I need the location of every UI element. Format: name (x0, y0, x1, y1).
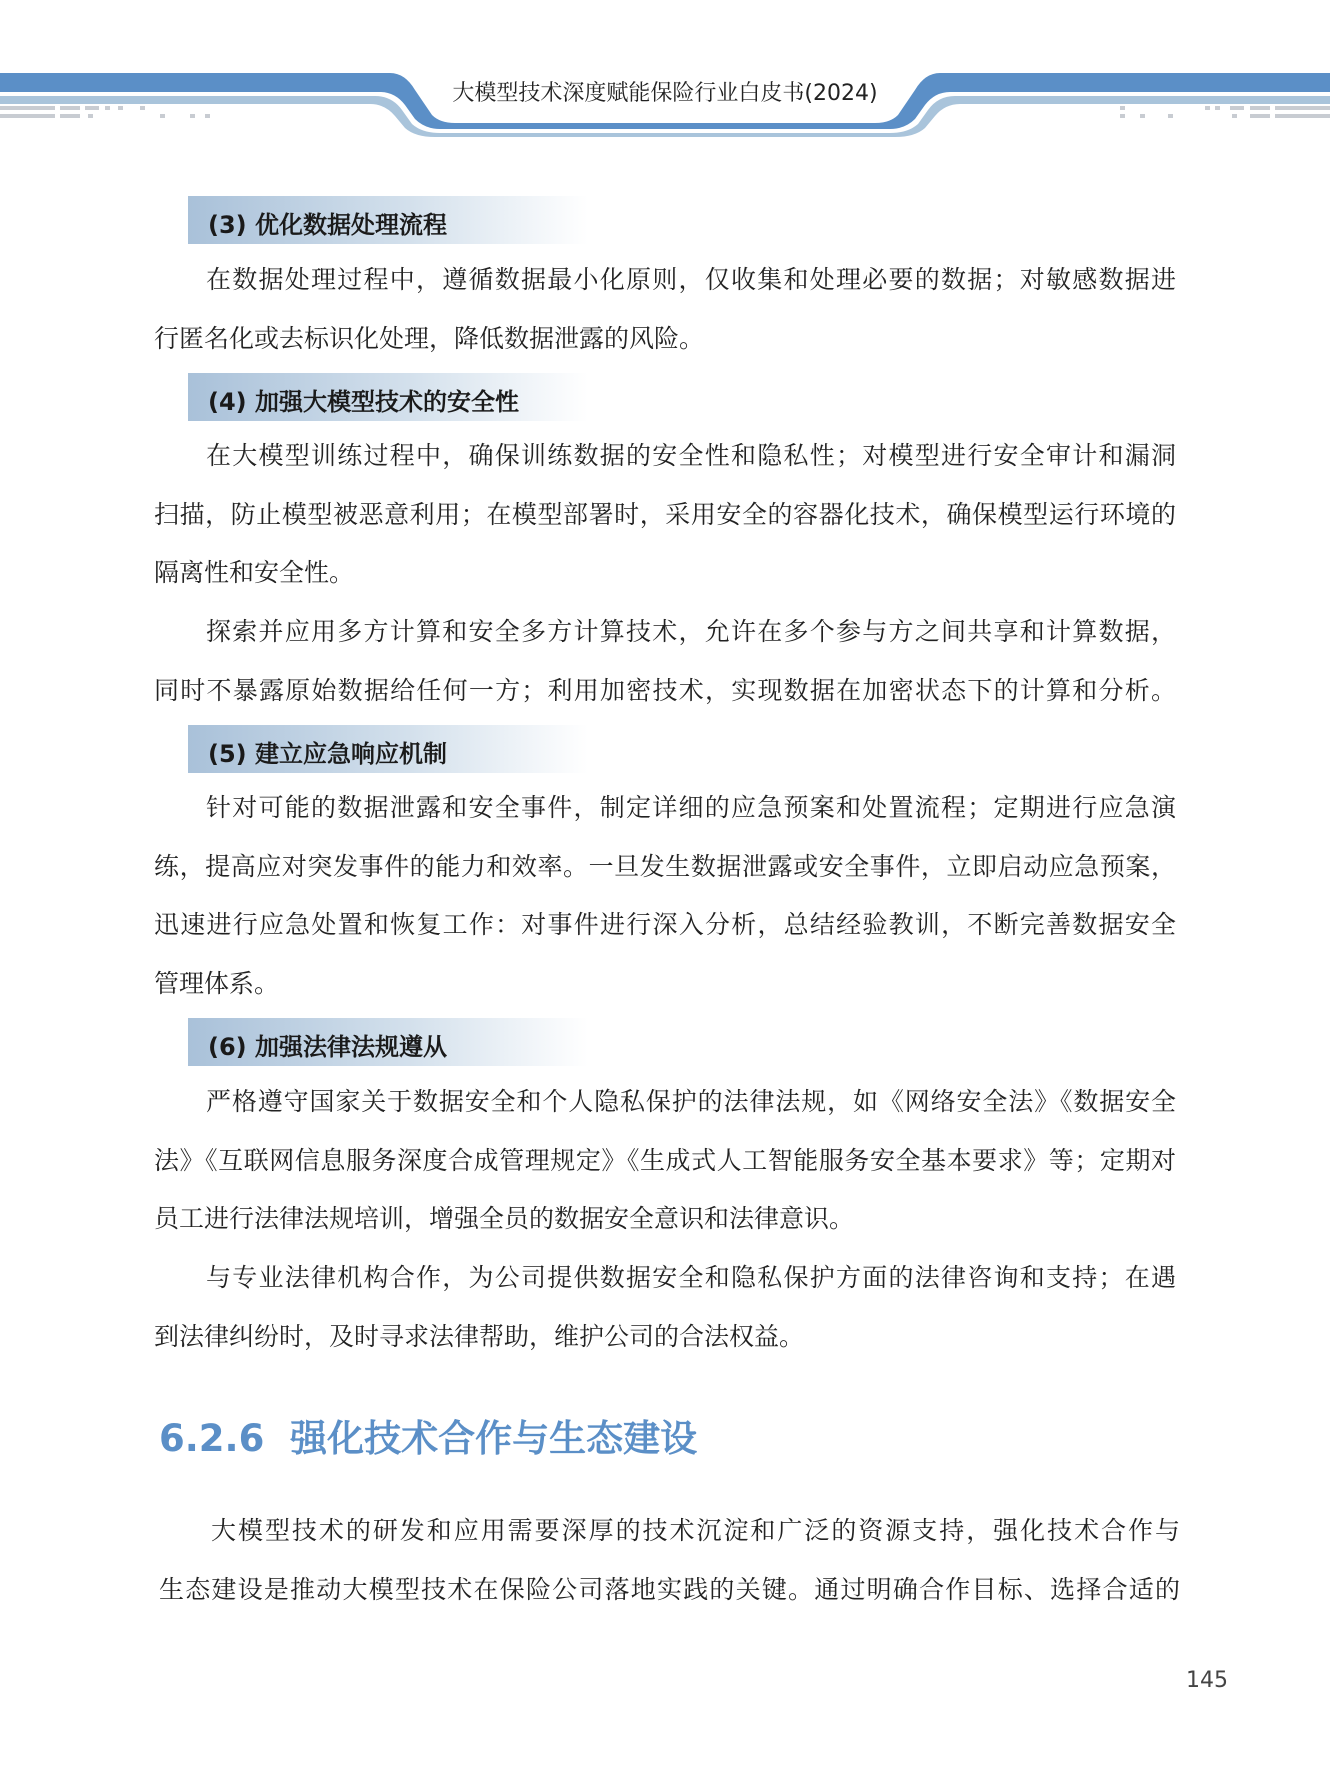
paragraph (154, 1249, 1176, 1366)
subheading-text: (6) 加强法律法规遵从 (208, 1033, 447, 1061)
text-line: 大模型技术的研发和应用需要深厚的技术沉淀和广泛的资源支持，强化技术合作与 (211, 1516, 1180, 1545)
paragraph (154, 603, 1176, 720)
subheading-6 (188, 1018, 588, 1066)
intro-paragraph (159, 1502, 1180, 1619)
text-line: 生态建设是推动大模型技术在保险公司落地实践的关键。通过明确合作目标、选择合适的 (159, 1574, 1180, 1604)
text-line: 在数据处理过程中，遵循数据最小化原则，仅收集和处理必要的数据；对敏感数据进 (206, 265, 1176, 294)
text-line: 员工进行法律法规培训，增强全员的数据安全意识和法律意识。 (154, 1204, 855, 1234)
text-line: 严格遵守国家关于数据安全和个人隐私保护的法律法规，如《网络安全法》《数据安全 (206, 1087, 1176, 1116)
text-line: 与专业法律机构合作，为公司提供数据安全和隐私保护方面的法律咨询和支持；在遇 (206, 1263, 1176, 1292)
text-line: 到法律纠纷时，及时寻求法律帮助，维护公司的合法权益。 (154, 1321, 805, 1351)
text-line: 扫描，防止模型被恶意利用；在模型部署时，采用安全的容器化技术，确保模型运行环境的 (154, 499, 1176, 529)
paragraph (154, 427, 1176, 603)
paragraph (154, 1073, 1176, 1249)
text-line: 同时不暴露原始数据给任何一方；利用加密技术，实现数据在加密状态下的计算和分析。 (154, 675, 1176, 705)
text-line: 行匿名化或去标识化处理，降低数据泄露的风险。 (154, 323, 705, 353)
page-number: 145 (1186, 1668, 1228, 1693)
subheading-text: (5) 建立应急响应机制 (208, 740, 447, 768)
text-line: 探索并应用多方计算和安全多方计算技术，允许在多个参与方之间共享和计算数据， (206, 617, 1176, 646)
subheading-text: (4) 加强大模型技术的安全性 (208, 388, 519, 416)
subheading-4 (188, 373, 588, 421)
subheading-text: (3) 优化数据处理流程 (208, 211, 447, 239)
subheading-3 (188, 196, 588, 244)
text-line: 练，提高应对突发事件的能力和效率。一旦发生数据泄露或安全事件，立即启动应急预案， (154, 851, 1176, 881)
text-line: 迅速进行应急处置和恢复工作：对事件进行深入分析，总结经验教训，不断完善数据安全 (154, 910, 1176, 940)
section-title: 6.2.6 强化技术合作与生态建设 (159, 1417, 698, 1460)
running-header-title: 大模型技术深度赋能保险行业白皮书(2024) (452, 81, 878, 106)
text-line: 在大模型训练过程中，确保训练数据的安全性和隐私性；对模型进行安全审计和漏洞 (206, 441, 1176, 470)
text-line: 法》《互联网信息服务深度合成管理规定》《生成式人工智能服务安全基本要求》等；定期对 (154, 1145, 1176, 1175)
paragraph (154, 779, 1176, 1013)
text-line: 管理体系。 (154, 968, 280, 998)
subheading-5 (188, 725, 588, 773)
text-line: 隔离性和安全性。 (154, 558, 355, 588)
paragraph (154, 251, 1176, 368)
text-line: 针对可能的数据泄露和安全事件，制定详细的应急预案和处置流程；定期进行应急演 (206, 793, 1176, 822)
